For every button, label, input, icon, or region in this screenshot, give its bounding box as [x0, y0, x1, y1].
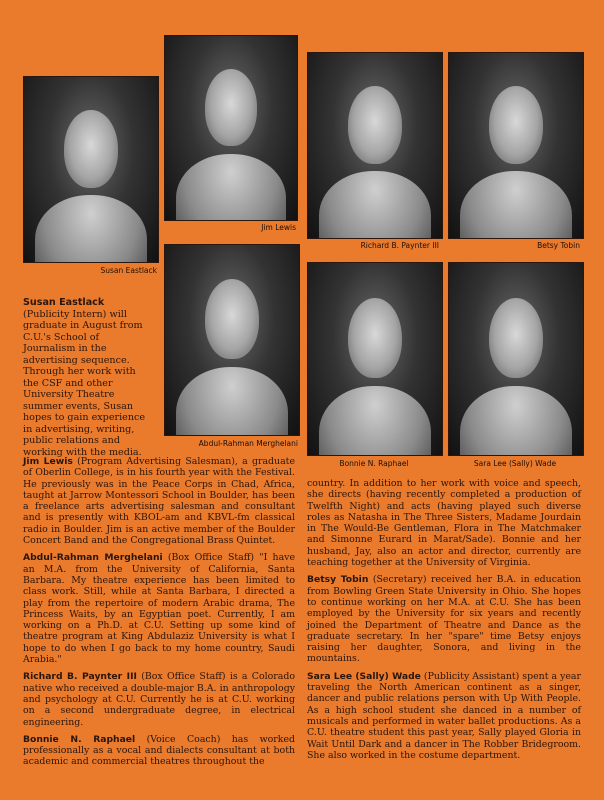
portrait-head	[64, 110, 118, 188]
photo-jim-lewis	[164, 35, 298, 221]
bio-name: Susan Eastlack	[23, 297, 105, 308]
bio-abdul-rahman-merghelani	[23, 552, 295, 665]
photo-bonnie-raphael	[307, 262, 443, 456]
bio-name: Sara Lee (Sally) Wade	[307, 670, 421, 682]
bio-bonnie-raphael	[23, 734, 295, 768]
photo-betsy-tobin	[448, 52, 584, 239]
bio-text: (Voice Coach) has worked professionally as a vocal and dialects consultant at both academic and commercial theatres throughout the	[23, 733, 295, 768]
portrait-head	[205, 279, 259, 359]
bio-text: (Publicity Assistant) spent a year traveling the North American continent as a singer, dancer and public relations person with Up With People. As a high school student she danced in a number of musicals and performed in water ballet productions. As a C.U. theatre student this past year, Sally played Gloria in Wait Until Dark and a dancer in The Robber Bridegroom. She also worked in the costume department.	[307, 670, 582, 761]
bio-name: Jim Lewis	[23, 456, 73, 467]
caption-abdul-rahman-merghelani: Abdul-Rahman Merghelani	[198, 439, 298, 448]
bio-name: Bonnie N. Raphael	[23, 733, 136, 745]
portrait-head	[348, 298, 402, 379]
caption-jim-lewis: Jim Lewis	[261, 223, 296, 232]
bio-text: (Box Office Staff) is a Colorado native who received a double-major B.A. in anthropology and psychology at C.U. Currently he is at C.U. working on a second undergraduate degree, in electrical engineering.	[23, 671, 295, 728]
portrait-body	[319, 386, 432, 456]
bio-text: (Publicity Intern) will graduate in August from C.U.'s School of Journalism in the advertising sequence. Through her work with the CSF and other University Theatre summer events, Susan hopes to gain experience in advertising, writing, public relations and working with the media.	[23, 308, 146, 458]
bio-jim-lewis	[23, 456, 295, 546]
bio-name: Betsy Tobin	[307, 574, 369, 586]
bio-susan-eastlack	[23, 297, 153, 458]
portrait-head	[348, 86, 402, 164]
portrait-body	[460, 386, 573, 456]
photo-richard-paynter	[307, 52, 443, 239]
portrait-body	[176, 154, 287, 221]
photo-sara-lee-wade	[448, 262, 584, 456]
portrait-head	[489, 298, 543, 379]
caption-sara-lee-wade: Sara Lee (Sally) Wade	[473, 459, 557, 468]
left-column	[23, 456, 295, 774]
portrait-body	[35, 195, 148, 263]
caption-bonnie-raphael: Bonnie N. Raphael	[339, 459, 409, 468]
portrait-head	[489, 86, 543, 164]
bio-betsy-tobin	[307, 574, 581, 664]
portrait-head	[205, 69, 258, 146]
bio-bonnie-raphael-continued	[307, 478, 581, 568]
bio-richard-paynter	[23, 671, 295, 727]
right-column	[307, 478, 581, 767]
photo-susan-eastlack	[23, 76, 159, 263]
bio-text: (Secretary) received her B.A. in education from Bowling Green State University in Ohio. She hopes to continue working on her M.A. at C.U. She has been employed by the University for six years and recently joined the Department of Theatre and Dance as the graduate secretary. In her "spare" time Betsy enjoys raising her daughter, Sonora, and living in the mountains.	[307, 574, 581, 665]
bio-name: Richard B. Paynter III	[23, 671, 137, 683]
portrait-body	[176, 367, 289, 436]
bio-text: country. In addition to her work with voice and speech, she directs (having recently completed a production of Twelfth Night) and acts (having played such diverse roles as Natasha in The Three Sisters, Madame Jourdain in The Would-Be Gentleman, Flora in The Matchmaker and Simonne Eurard in Marat/Sade). Bonnie and her husband, Jay, also an actor and director, currently are teaching together at the University of Virginia.	[307, 478, 581, 569]
photo-abdul-rahman-merghelani	[164, 244, 300, 436]
bio-text: (Box Office Staff) "I have an M.A. from the University of California, Santa Barbara. My theatre experience has been limited to class work. Still, while at Santa Barbara, I directed a play from the repertoire of modern Arabic drama, The Princess Waits, by an Egyptian poet. Currently, I am working on a Ph.D. at C.U. Setting up some kind of theatre program at King Abdulaziz University is what I hope to do when I go back to my home country, Saudi Arabia."	[23, 552, 295, 666]
portrait-body	[319, 171, 432, 239]
portrait-body	[460, 171, 573, 239]
bio-text: (Program Advertising Salesman), a graduate of Oberlin College, is in his fourth year with the Festival. He previously was in the Peace Corps in Chad, Africa, taught at Jarrow Montessori School in Boulder, has been a freelance arts advertising salesman and consultant and is presently with KBOL-am and KBVL-fm classical radio in Boulder. Jim is an active member of the Boulder Concert Band and the Congregational Brass Quintet.	[23, 456, 296, 547]
caption-betsy-tobin: Betsy Tobin	[537, 241, 580, 250]
bio-name: Abdul-Rahman Merghelani	[23, 552, 163, 564]
caption-susan-eastlack: Susan Eastlack	[100, 266, 157, 275]
caption-richard-paynter: Richard B. Paynter III	[360, 241, 439, 250]
bio-sara-lee-wade	[307, 671, 581, 761]
